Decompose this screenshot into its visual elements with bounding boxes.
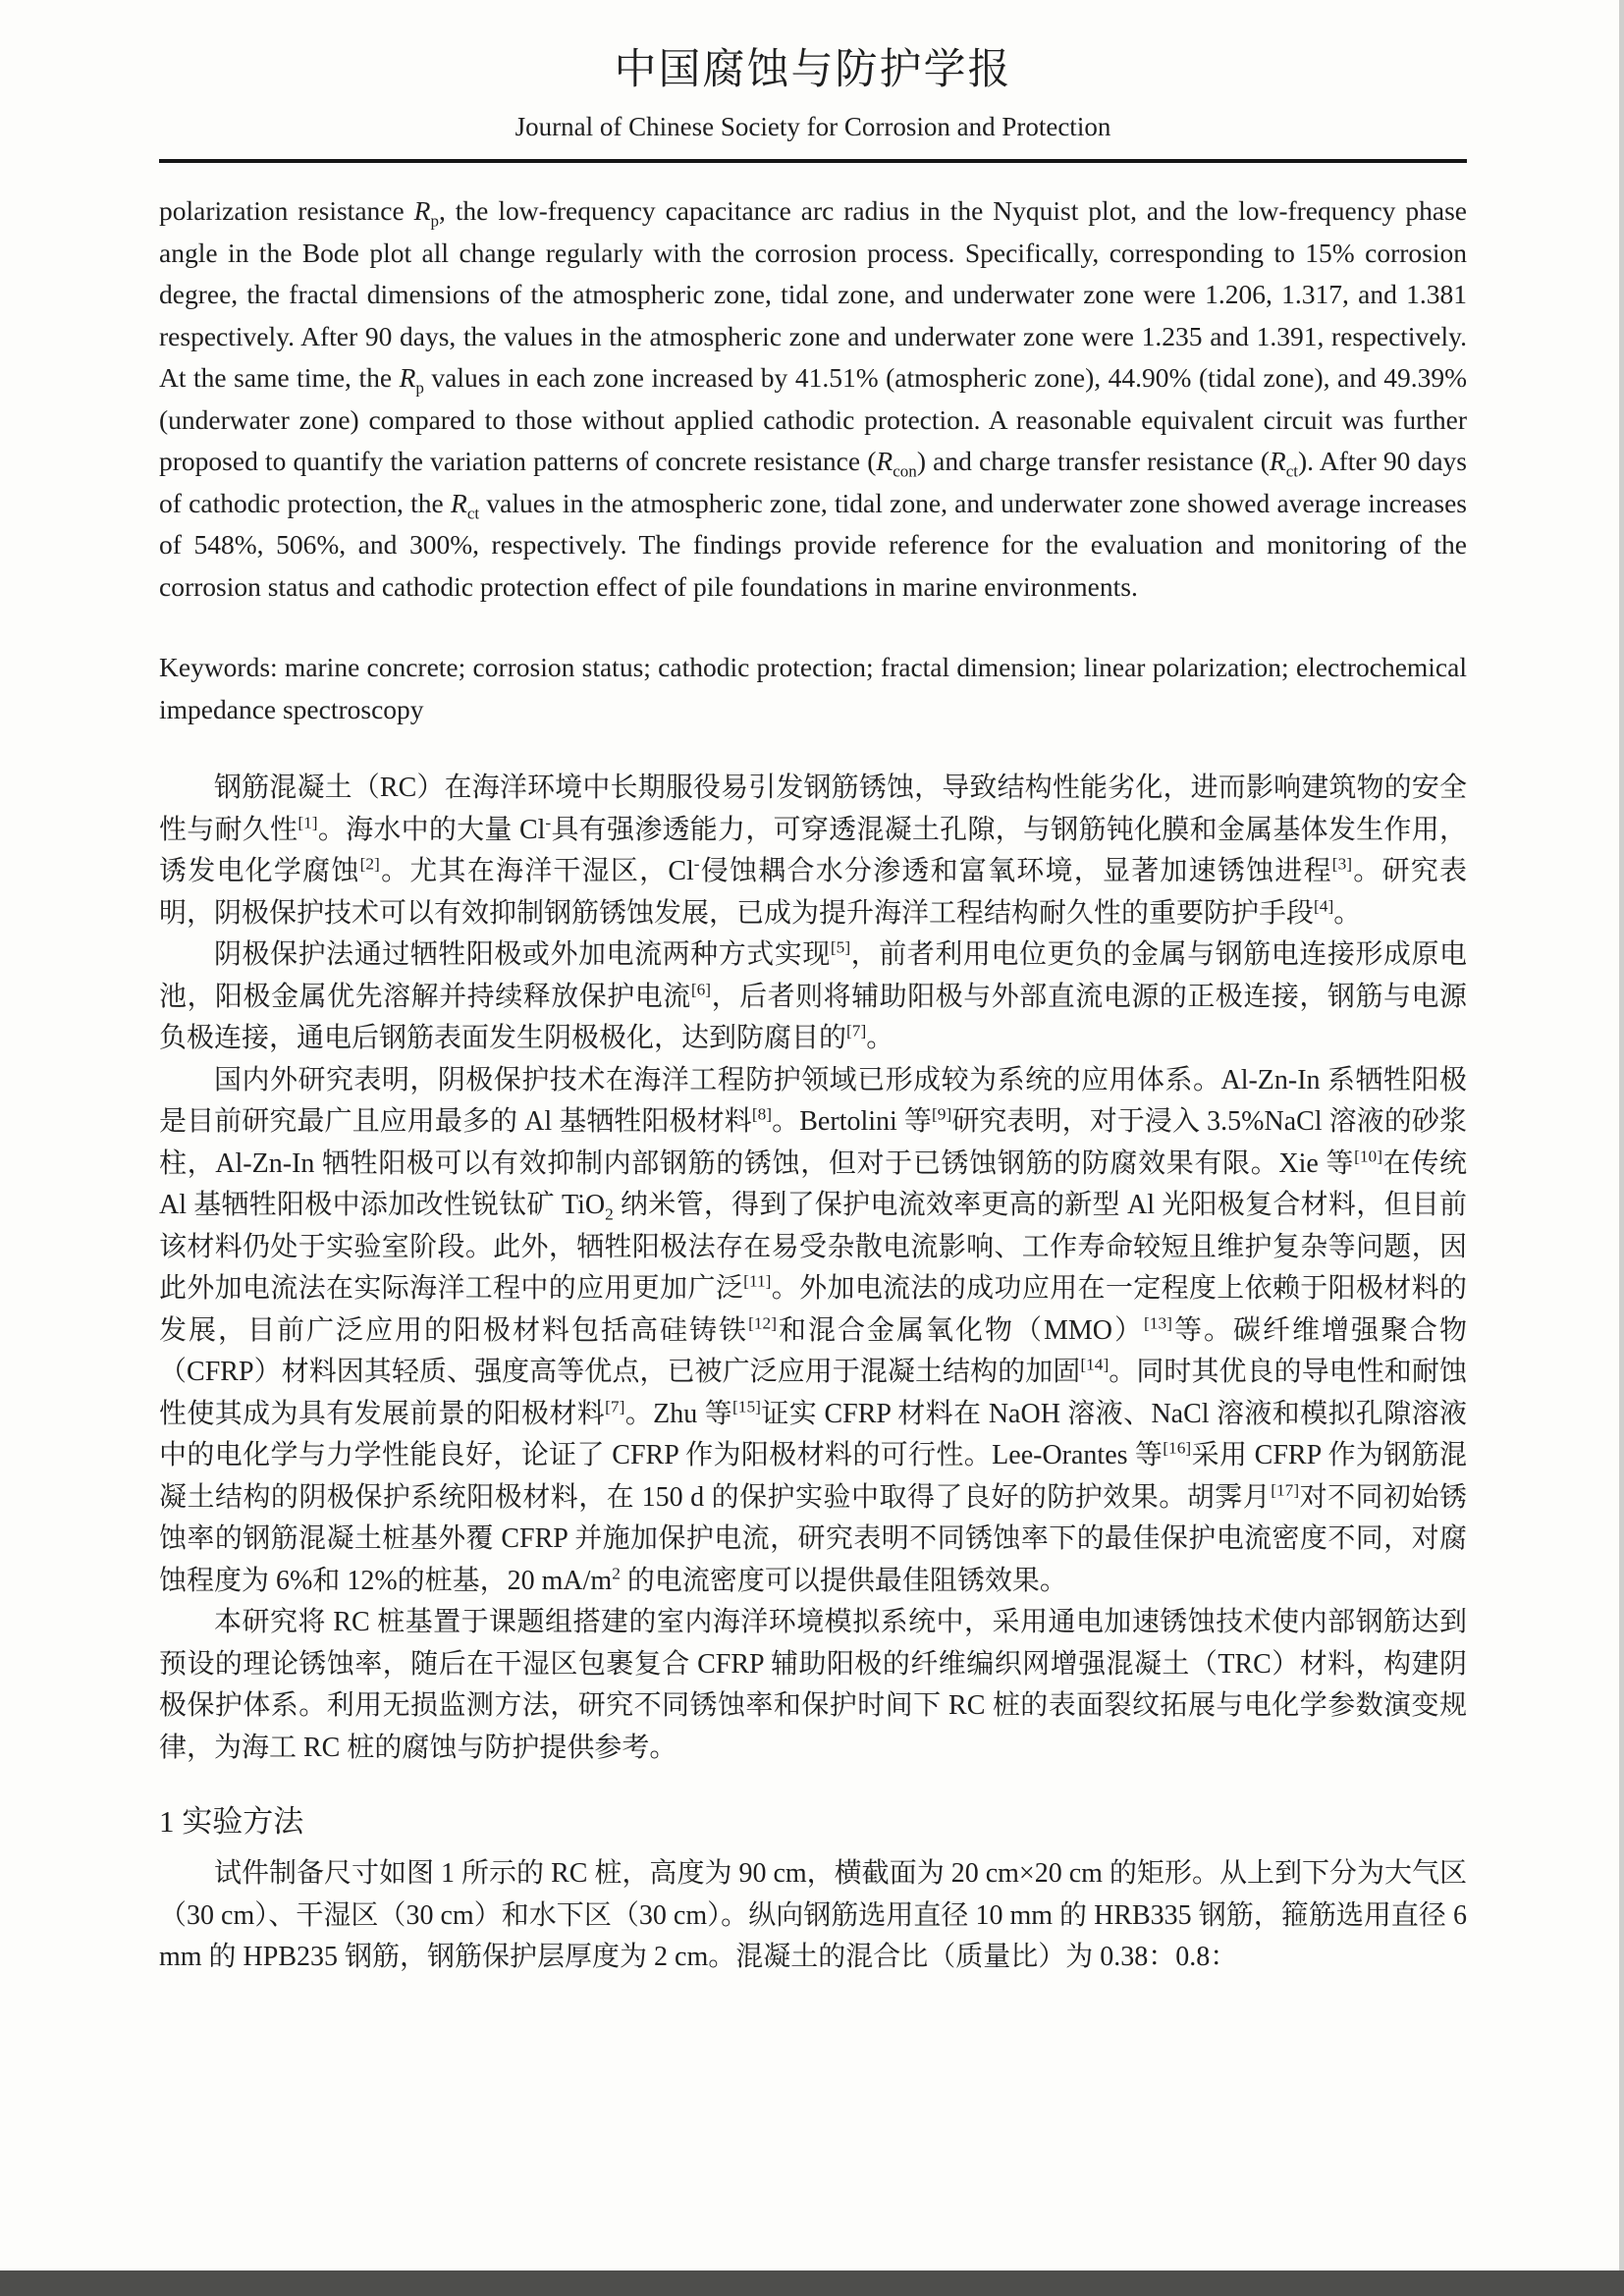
intro-paragraph-1: 钢筋混凝土（RC）在海洋环境中长期服役易引发钢筋锈蚀，导致结构性能劣化，进而影响建筑物的安全性与耐久性[1]。海水中的大量 Cl-具有强渗透能力，可穿透混凝土孔隙，与钢筋钝化膜和金属基体发生作用，诱发电化学腐蚀[2]。尤其在海洋干湿区，Cl-侵蚀耦合水分渗透和富氧环境，显著加速锈蚀进程[3]。研究表明，阴极保护技术可以有效抑制钢筋锈蚀发展，已成为提升海洋工程结构耐久性的重要防护手段[4]。 [159, 773, 1467, 929]
page-edge-bottom [0, 2270, 1624, 2296]
section-1-paragraph: 试件制备尺寸如图 1 所示的 RC 桩，高度为 90 cm，横截面为 20 cm×20 cm 的矩形。从上到下分为大气区（30 cm）、干湿区（30 cm）和水下区（30 cm）。纵向钢筋选用直径 10 mm 的 HRB335 钢筋，箍筋选用直径 6 mm 的 HPB235 钢筋，钢筋保护层厚度为 2 cm。混凝土的混合比（质量比）为 0.38：0.8： [159, 1858, 1467, 1972]
section-1-heading: 1 实验方法 [159, 1804, 304, 1839]
page-edge-right [1619, 0, 1624, 2296]
abstract-continuation-paragraph: polarization resistance $R_p$, the low-frequency capacitance arc radius in the Nyquist plot, and the low-frequency phase angle in the Bode plot all change regularly with the corrosion process. Specifically, corresponding to 15% corrosion degree, the fractal dimensions of the atmospheric zone, tidal zone, and underwater zone were 1.206, 1.317, and 1.381 respectively. After 90 days, the values in the atmospheric zone and underwater zone were 1.235 and 1.391, respectively. At the same time, the $R_p$ values in each zone increased by 41.51% (atmospheric zone), 44.90% (tidal zone), and 49.39% (underwater zone) compared to those without applied cathodic protection. A reasonable equivalent circuit was further proposed to quantify the variation patterns of concrete resistance $(R_{con})$ and charge transfer resistance $(R_{ct})$. After 90 days of cathodic protection, the $R_{ct}$ values in the atmospheric zone, tidal zone, and underwater zone showed average increases of 548%, 506%, and 300%, respectively. The findings provide reference for the evaluation and monitoring of the corrosion status and cathodic protection effect of pile foundations in marine environments. [159, 195, 1468, 602]
intro-paragraph-4: 本研究将 RC 桩基置于课题组搭建的室内海洋环境模拟系统中，采用通电加速锈蚀技术使内部钢筋达到预设的理论锈蚀率，随后在干湿区包裹复合 CFRP 辅助阳极的纤维编织网增强混凝土（TRC）材料，构建阴极保护体系。利用无损监测方法，研究不同锈蚀率和保护时间下 RC 桩的表面裂纹拓展与电化学参数演变规律，为海工 RC 桩的腐蚀与防护提供参考。 [159, 1607, 1467, 1763]
keywords-line: Keywords: marine concrete; corrosion status; cathodic protection; fractal dimension; linear polarization; electrochemical impedance spectroscopy [159, 652, 1467, 724]
journal-title-zh: 中国腐蚀与防护学报 [614, 47, 1012, 93]
page-header [159, 43, 1467, 163]
journal-title-en: Journal of Chinese Society for Corrosion and Protection [514, 112, 1111, 141]
intro-paragraph-3: 国内外研究表明，阴极保护技术在海洋工程防护领域已形成较为系统的应用体系。Al-Zn-In 系牺牲阳极是目前研究最广且应用最多的 Al 基牺牲阳极材料[8]。Bertolini 等[9]研究表明，对于浸入 3.5%NaCl 溶液的砂浆柱，Al-Zn-In 牺牲阳极可以有效抑制内部钢筋的锈蚀，但对于已锈蚀钢筋的防腐效果有限。Xie 等[10]在传统 Al 基牺牲阳极中添加改性锐钛矿 TiO$_2$ 纳米管，得到了保护电流效率更高的新型 Al 光阳极复合材料，但目前该材料仍处于实验室阶段。此外，牺牲阳极法存在易受杂散电流影响、工作寿命较短且维护复杂等问题，因此外加电流法在实际海洋工程中的应用更加广泛[11]。外加电流法的成功应用在一定程度上依赖于阳极材料的发展，目前广泛应用的阳极材料包括高硅铸铁[12]和混合金属氧化物（MMO）[13]等。碳纤维增强聚合物（CFRP）材料因其轻质、强度高等优点，已被广泛应用于混凝土结构的加固[14]。同时其优良的导电性和耐蚀性使其成为具有发展前景的阳极材料[7]。Zhu 等[15]证实 CFRP 材料在 NaOH 溶液、NaCl 溶液和模拟孔隙溶液中的电化学与力学性能良好，论证了 CFRP 作为阳极材料的可行性。Lee-Orantes 等[16]采用 CFRP 作为钢筋混凝土结构的阴极保护系统阳极材料，在 150 d 的保护实验中取得了良好的防护效果。胡霁月[17]对不同初始锈蚀率的钢筋混凝土桩基外覆 CFRP 并施加保护电流，研究表明不同锈蚀率下的最佳保护电流密度不同，对腐蚀程度为 6%和 12%的桩基，20 $mA/m^2$ 的电流密度可以提供最佳阻锈效果。 [159, 1064, 1467, 1596]
header-rule [159, 159, 1467, 163]
intro-paragraph-2: 阴极保护法通过牺牲阳极或外加电流两种方式实现[5]，前者利用电位更负的金属与钢筋电连接形成原电池，阳极金属优先溶解并持续释放保护电流[6]，后者则将辅助阳极与外部直流电源的正极连接，钢筋与电源负极连接，通电后钢筋表面发生阴极极化，达到防腐目的[7]。 [159, 937, 1467, 1053]
